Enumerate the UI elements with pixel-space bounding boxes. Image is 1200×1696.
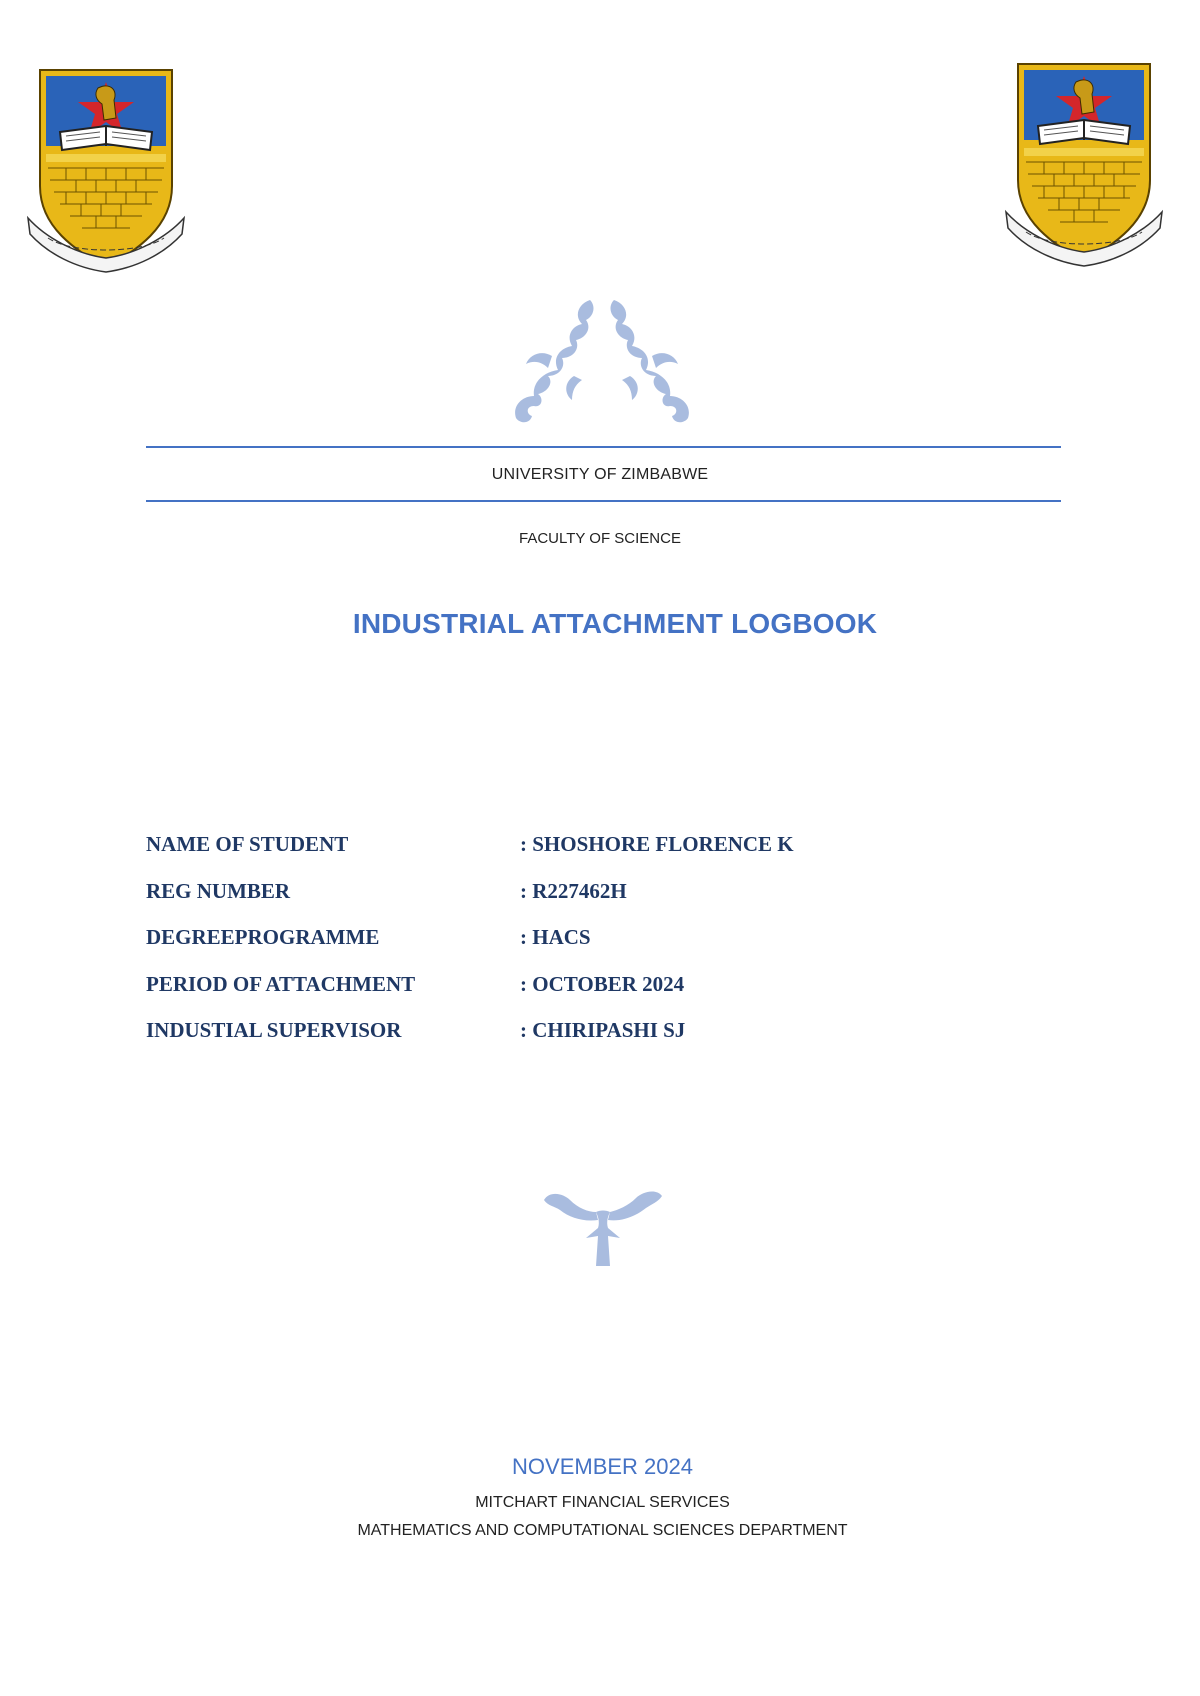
title-rule-bottom <box>146 500 1061 502</box>
company-name: MITCHART FINANCIAL SERVICES <box>475 1494 730 1511</box>
leaf-ornament-icon <box>540 1186 666 1268</box>
detail-label: INDUSTIAL SUPERVISOR <box>146 1018 402 1042</box>
department-name: MATHEMATICS AND COMPUTATIONAL SCIENCES DEPARTMENT <box>357 1522 848 1539</box>
detail-row-supervisor <box>146 1018 794 1065</box>
student-details <box>146 832 794 1065</box>
university-name: UNIVERSITY OF ZIMBABWE <box>491 466 709 483</box>
detail-value: : OCTOBER 2024 <box>520 971 685 996</box>
title-rule-top <box>146 446 1061 448</box>
detail-label: DEGREEPROGRAMME <box>146 925 380 949</box>
detail-label: PERIOD OF ATTACHMENT <box>146 971 416 996</box>
detail-value: : CHIRIPASHI SJ <box>520 1018 686 1042</box>
document-title: INDUSTRIAL ATTACHMENT LOGBOOK <box>352 608 878 639</box>
detail-label: REG NUMBER <box>146 878 291 903</box>
university-crest-icon <box>26 68 186 278</box>
detail-value: : SHOSHORE FLORENCE K <box>520 832 794 856</box>
detail-row-reg-number <box>146 879 794 926</box>
faculty-name: FACULTY OF SCIENCE <box>519 530 681 547</box>
detail-row-degree-programme <box>146 925 794 972</box>
detail-value: : HACS <box>520 925 591 949</box>
detail-row-period <box>146 972 794 1019</box>
scroll-flourish-icon <box>482 296 722 426</box>
detail-label: NAME OF STUDENT <box>146 832 349 856</box>
university-crest-icon <box>1004 62 1164 272</box>
detail-value: : R227462H <box>520 878 627 903</box>
detail-row-student-name <box>146 832 794 879</box>
report-date: NOVEMBER 2024 <box>512 1454 693 1479</box>
